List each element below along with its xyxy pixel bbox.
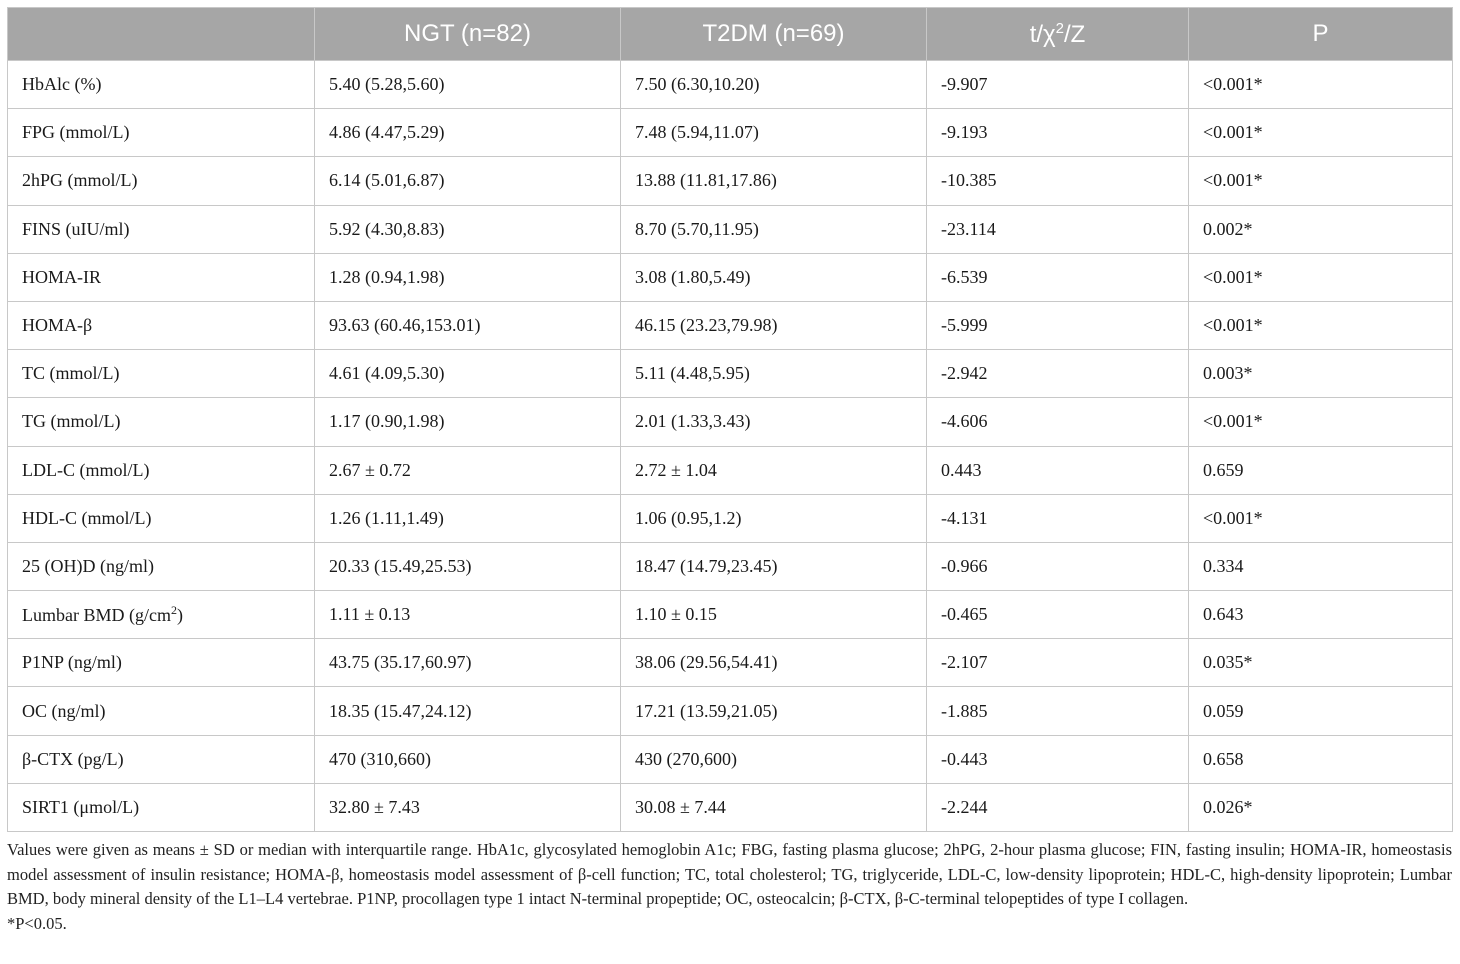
- row-label: [8, 735, 315, 783]
- row-label-text: P1NP (ng/ml): [22, 652, 122, 673]
- table-row: [8, 591, 1453, 639]
- table-row: [8, 687, 1453, 735]
- t2dm-value: 46.15 (23.23,79.98): [621, 301, 927, 349]
- statistic-value: -2.107: [927, 639, 1189, 687]
- comparison-table: [7, 7, 1453, 832]
- t2dm-value: 7.50 (6.30,10.20): [621, 61, 927, 109]
- statistic-value: -9.193: [927, 109, 1189, 157]
- statistic-value: -2.942: [927, 350, 1189, 398]
- ngt-value: 18.35 (15.47,24.12): [315, 687, 621, 735]
- statistic-value: -23.114: [927, 205, 1189, 253]
- header-p-value: P: [1189, 8, 1453, 61]
- table-row: [8, 639, 1453, 687]
- table-row: [8, 446, 1453, 494]
- table-row: [8, 157, 1453, 205]
- t2dm-value: 38.06 (29.56,54.41): [621, 639, 927, 687]
- p-value: 0.659: [1189, 446, 1453, 494]
- ngt-value: 93.63 (60.46,153.01): [315, 301, 621, 349]
- t2dm-value: 3.08 (1.80,5.49): [621, 253, 927, 301]
- row-label: [8, 157, 315, 205]
- statistic-value: -10.385: [927, 157, 1189, 205]
- row-label: [8, 591, 315, 639]
- table-row: [8, 301, 1453, 349]
- row-label-text: TG (mmol/L): [22, 411, 121, 432]
- footnote-text: Values were given as means ± SD or median with interquartile range. HbA1c, glycosylated hemoglobin A1c; FBG, fasting plasma glucose; 2hPG, 2-hour plasma glucose; FIN, fasting insulin; HOMA-IR, homeostasis model assessment of insulin resistance; HOMA-β, homeostasis model assessment of β-cell function; TC, total cholesterol; TG, triglyceride, LDL-C, low-density lipoprotein; HDL-C, high-density lipoprotein; Lumbar BMD, body mineral density of the L1–L4 vertebrae. P1NP, procollagen type 1 intact N-terminal propeptide; OC, osteocalcin; β-CTX, β-C-terminal telopeptides of type I collagen.: [7, 840, 1452, 908]
- statistic-value: -0.443: [927, 735, 1189, 783]
- row-label-superscript: 2: [170, 603, 177, 618]
- t2dm-value: 430 (270,600): [621, 735, 927, 783]
- header-row: [8, 8, 1453, 61]
- header-t2dm: T2DM (n=69): [621, 8, 927, 61]
- row-label: [8, 301, 315, 349]
- t2dm-value: 8.70 (5.70,11.95): [621, 205, 927, 253]
- row-label-text: OC (ng/ml): [22, 700, 106, 721]
- row-label-tail: ): [176, 605, 183, 626]
- p-value: 0.002*: [1189, 205, 1453, 253]
- table-row: [8, 253, 1453, 301]
- row-label: [8, 542, 315, 590]
- t2dm-value: 1.06 (0.95,1.2): [621, 494, 927, 542]
- t2dm-value: 7.48 (5.94,11.07): [621, 109, 927, 157]
- ngt-value: 6.14 (5.01,6.87): [315, 157, 621, 205]
- row-label-text: TC (mmol/L): [22, 363, 120, 384]
- statistic-value: -2.244: [927, 783, 1189, 831]
- ngt-value: 4.86 (4.47,5.29): [315, 109, 621, 157]
- row-label-text: HOMA-IR: [22, 266, 101, 287]
- header-statistic-tail: /Z: [1063, 20, 1086, 48]
- row-label-text: HbAlc (%): [22, 74, 102, 95]
- p-value: <0.001*: [1189, 398, 1453, 446]
- header-statistic: [927, 8, 1189, 61]
- statistic-value: -0.966: [927, 542, 1189, 590]
- row-label-text: 2hPG (mmol/L): [22, 170, 138, 191]
- row-label: [8, 398, 315, 446]
- row-label-text: Lumbar BMD (g/cm: [22, 605, 171, 626]
- table-row: [8, 205, 1453, 253]
- p-value: <0.001*: [1189, 253, 1453, 301]
- statistic-value: -9.907: [927, 61, 1189, 109]
- row-label-text: FPG (mmol/L): [22, 122, 130, 143]
- row-label: [8, 494, 315, 542]
- ngt-value: 1.26 (1.11,1.49): [315, 494, 621, 542]
- row-label: [8, 350, 315, 398]
- table-row: [8, 350, 1453, 398]
- p-value: 0.003*: [1189, 350, 1453, 398]
- statistic-value: -4.606: [927, 398, 1189, 446]
- row-label-text: LDL-C (mmol/L): [22, 459, 150, 480]
- ngt-value: 20.33 (15.49,25.53): [315, 542, 621, 590]
- t2dm-value: 2.01 (1.33,3.43): [621, 398, 927, 446]
- p-value: 0.658: [1189, 735, 1453, 783]
- row-label: [8, 109, 315, 157]
- ngt-value: 1.17 (0.90,1.98): [315, 398, 621, 446]
- header-variable: [8, 8, 315, 61]
- t2dm-value: 17.21 (13.59,21.05): [621, 687, 927, 735]
- statistic-value: -4.131: [927, 494, 1189, 542]
- t2dm-value: 1.10 ± 0.15: [621, 591, 927, 639]
- p-value: 0.643: [1189, 591, 1453, 639]
- table-row: [8, 109, 1453, 157]
- t2dm-value: 30.08 ± 7.44: [621, 783, 927, 831]
- row-label-text: HDL-C (mmol/L): [22, 507, 152, 528]
- ngt-value: 1.28 (0.94,1.98): [315, 253, 621, 301]
- ngt-value: 43.75 (35.17,60.97): [315, 639, 621, 687]
- row-label-text: β-CTX (pg/L): [22, 748, 124, 769]
- table-row: [8, 494, 1453, 542]
- table-row: [8, 783, 1453, 831]
- footnote-significance: *P<0.05.: [7, 913, 67, 933]
- statistic-value: -6.539: [927, 253, 1189, 301]
- row-label: [8, 783, 315, 831]
- p-value: 0.334: [1189, 542, 1453, 590]
- p-value: <0.001*: [1189, 61, 1453, 109]
- row-label-text: 25 (OH)D (ng/ml): [22, 555, 154, 576]
- row-label: [8, 61, 315, 109]
- table-footnote: [7, 838, 1452, 936]
- row-label: [8, 253, 315, 301]
- table-row: [8, 735, 1453, 783]
- row-label-text: HOMA-β: [22, 315, 93, 336]
- statistic-value: -0.465: [927, 591, 1189, 639]
- header-ngt: NGT (n=82): [315, 8, 621, 61]
- row-label: [8, 205, 315, 253]
- table-row: [8, 398, 1453, 446]
- table-row: [8, 61, 1453, 109]
- t2dm-value: 2.72 ± 1.04: [621, 446, 927, 494]
- t2dm-value: 18.47 (14.79,23.45): [621, 542, 927, 590]
- p-value: <0.001*: [1189, 157, 1453, 205]
- header-statistic-main: t/χ: [1029, 20, 1056, 48]
- row-label: [8, 687, 315, 735]
- statistic-value: 0.443: [927, 446, 1189, 494]
- p-value: <0.001*: [1189, 494, 1453, 542]
- table-row: [8, 542, 1453, 590]
- statistic-value: -1.885: [927, 687, 1189, 735]
- header-statistic-sup: 2: [1055, 19, 1064, 37]
- row-label: [8, 446, 315, 494]
- ngt-value: 5.92 (4.30,8.83): [315, 205, 621, 253]
- ngt-value: 470 (310,660): [315, 735, 621, 783]
- t2dm-value: 13.88 (11.81,17.86): [621, 157, 927, 205]
- ngt-value: 32.80 ± 7.43: [315, 783, 621, 831]
- ngt-value: 1.11 ± 0.13: [315, 591, 621, 639]
- statistic-value: -5.999: [927, 301, 1189, 349]
- p-value: 0.059: [1189, 687, 1453, 735]
- p-value: 0.026*: [1189, 783, 1453, 831]
- row-label: [8, 639, 315, 687]
- ngt-value: 4.61 (4.09,5.30): [315, 350, 621, 398]
- t2dm-value: 5.11 (4.48,5.95): [621, 350, 927, 398]
- table-container: [7, 7, 1452, 936]
- p-value: <0.001*: [1189, 301, 1453, 349]
- ngt-value: 5.40 (5.28,5.60): [315, 61, 621, 109]
- row-label-text: FINS (uIU/ml): [22, 218, 130, 239]
- table-body: [8, 61, 1453, 832]
- ngt-value: 2.67 ± 0.72: [315, 446, 621, 494]
- row-label-text: SIRT1 (μmol/L): [22, 796, 140, 817]
- p-value: <0.001*: [1189, 109, 1453, 157]
- p-value: 0.035*: [1189, 639, 1453, 687]
